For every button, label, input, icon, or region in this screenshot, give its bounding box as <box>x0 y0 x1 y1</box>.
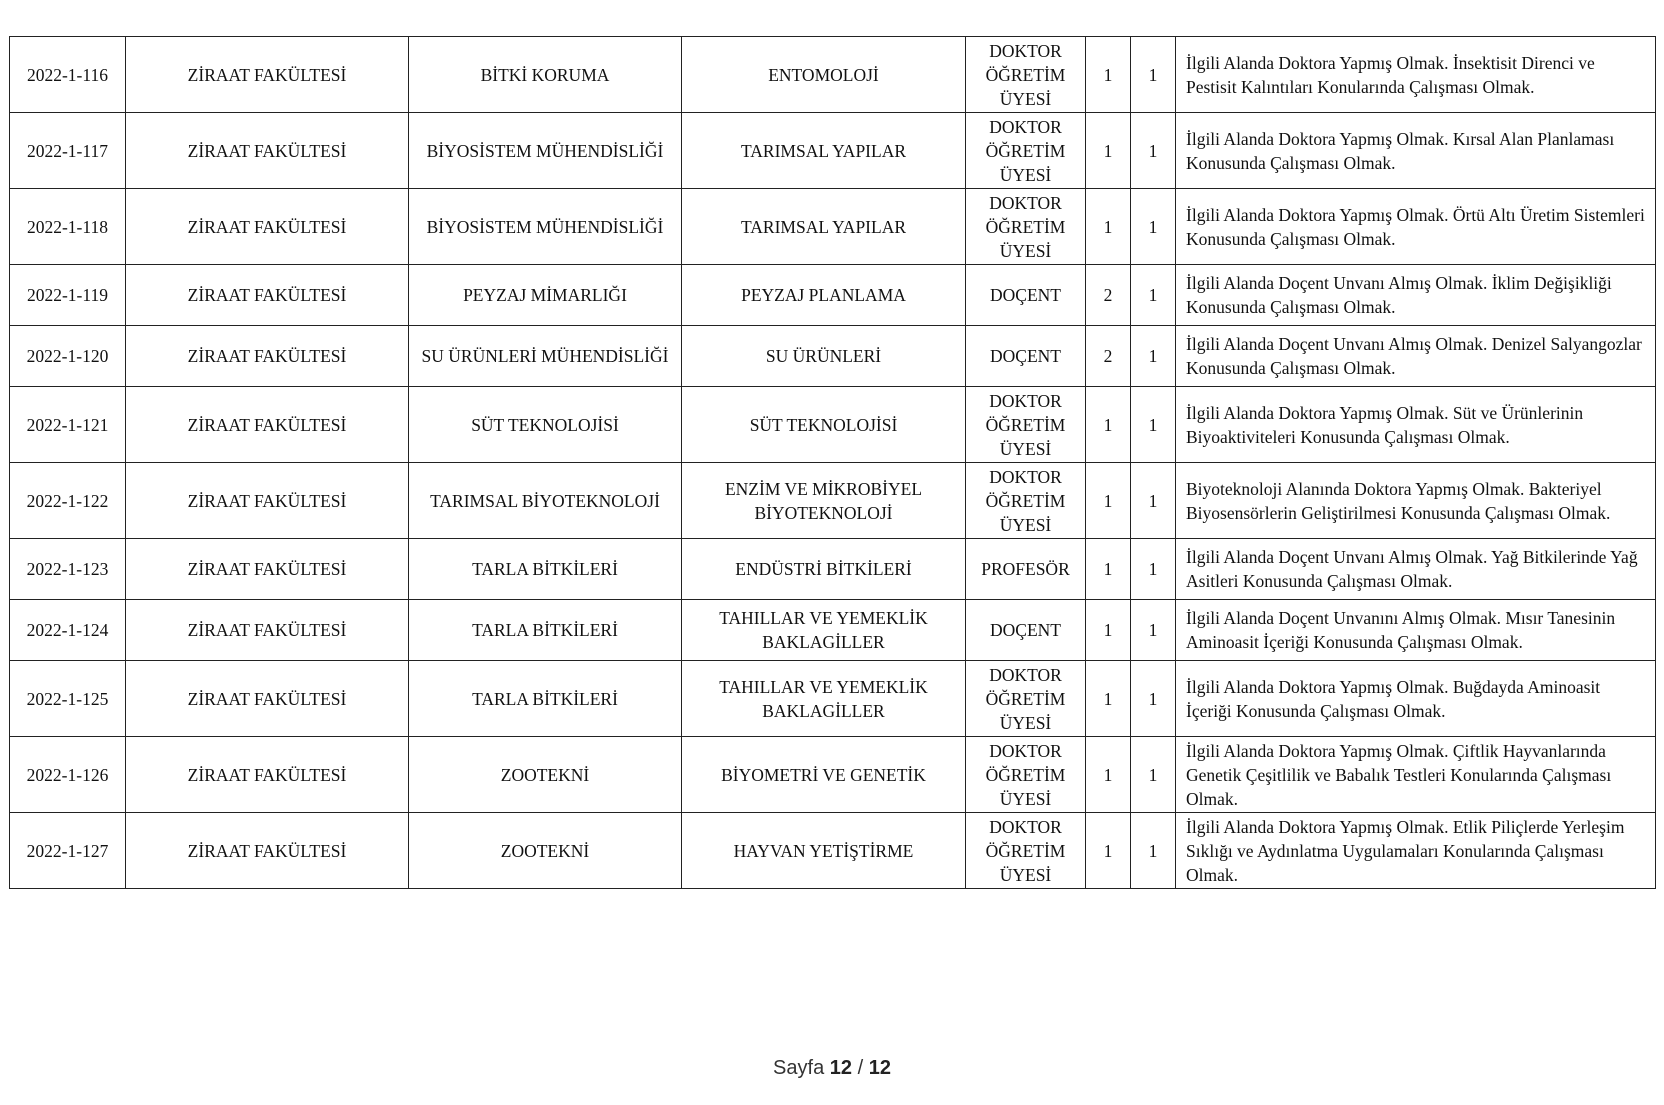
cell-staff-degree: 2 <box>1086 326 1131 387</box>
cell-title: DOKTOR ÖĞRETİM ÜYESİ <box>966 813 1086 889</box>
cell-staff-degree: 1 <box>1086 189 1131 265</box>
cell-position-count: 1 <box>1131 737 1176 813</box>
cell-posting-no: 2022-1-125 <box>10 661 126 737</box>
cell-title: DOÇENT <box>966 600 1086 661</box>
cell-title: DOKTOR ÖĞRETİM ÜYESİ <box>966 387 1086 463</box>
cell-staff-degree: 1 <box>1086 600 1131 661</box>
cell-posting-no: 2022-1-122 <box>10 463 126 539</box>
cell-faculty: ZİRAAT FAKÜLTESİ <box>126 463 409 539</box>
cell-faculty: ZİRAAT FAKÜLTESİ <box>126 387 409 463</box>
cell-faculty: ZİRAAT FAKÜLTESİ <box>126 661 409 737</box>
table-row <box>10 113 1656 189</box>
cell-position-count: 1 <box>1131 387 1176 463</box>
cell-department: TARIMSAL BİYOTEKNOLOJİ <box>409 463 682 539</box>
cell-subdepartment: SU ÜRÜNLERİ <box>682 326 966 387</box>
cell-subdepartment: HAYVAN YETİŞTİRME <box>682 813 966 889</box>
footer-prefix: Sayfa <box>773 1057 825 1079</box>
cell-title: DOKTOR ÖĞRETİM ÜYESİ <box>966 661 1086 737</box>
cell-subdepartment: TAHILLAR VE YEMEKLİK BAKLAGİLLER <box>682 600 966 661</box>
cell-position-count: 1 <box>1131 37 1176 113</box>
positions-table <box>9 36 1656 889</box>
cell-title: DOKTOR ÖĞRETİM ÜYESİ <box>966 463 1086 539</box>
cell-staff-degree: 1 <box>1086 387 1131 463</box>
table-row <box>10 189 1656 265</box>
table-row <box>10 326 1656 387</box>
cell-department: BİYOSİSTEM MÜHENDİSLİĞİ <box>409 189 682 265</box>
cell-posting-no: 2022-1-119 <box>10 265 126 326</box>
table-row <box>10 265 1656 326</box>
cell-requirement: İlgili Alanda Doçent Unvanını Almış Olmak. Mısır Tanesinin Aminoasit İçeriği Konusunda Çalışması Olmak. <box>1176 600 1656 661</box>
cell-department: SÜT TEKNOLOJİSİ <box>409 387 682 463</box>
cell-title: DOKTOR ÖĞRETİM ÜYESİ <box>966 37 1086 113</box>
table-row <box>10 387 1656 463</box>
cell-staff-degree: 1 <box>1086 661 1131 737</box>
cell-department: TARLA BİTKİLERİ <box>409 661 682 737</box>
cell-requirement: İlgili Alanda Doktora Yapmış Olmak. Buğdayda Aminoasit İçeriği Konusunda Çalışması Olmak. <box>1176 661 1656 737</box>
cell-position-count: 1 <box>1131 463 1176 539</box>
table-row <box>10 37 1656 113</box>
cell-position-count: 1 <box>1131 813 1176 889</box>
cell-title: PROFESÖR <box>966 539 1086 600</box>
cell-posting-no: 2022-1-121 <box>10 387 126 463</box>
cell-faculty: ZİRAAT FAKÜLTESİ <box>126 737 409 813</box>
total-pages: 12 <box>868 1057 891 1079</box>
table-row <box>10 813 1656 889</box>
cell-position-count: 1 <box>1131 326 1176 387</box>
cell-staff-degree: 2 <box>1086 265 1131 326</box>
cell-staff-degree: 1 <box>1086 463 1131 539</box>
cell-subdepartment: ENZİM VE MİKROBİYEL BİYOTEKNOLOJİ <box>682 463 966 539</box>
table-row <box>10 600 1656 661</box>
table-row <box>10 737 1656 813</box>
cell-department: BİTKİ KORUMA <box>409 37 682 113</box>
cell-department: BİYOSİSTEM MÜHENDİSLİĞİ <box>409 113 682 189</box>
cell-staff-degree: 1 <box>1086 539 1131 600</box>
cell-posting-no: 2022-1-118 <box>10 189 126 265</box>
cell-faculty: ZİRAAT FAKÜLTESİ <box>126 600 409 661</box>
cell-staff-degree: 1 <box>1086 737 1131 813</box>
cell-department: TARLA BİTKİLERİ <box>409 600 682 661</box>
cell-faculty: ZİRAAT FAKÜLTESİ <box>126 113 409 189</box>
cell-faculty: ZİRAAT FAKÜLTESİ <box>126 539 409 600</box>
current-page: 12 <box>829 1057 853 1079</box>
cell-subdepartment: ENTOMOLOJİ <box>682 37 966 113</box>
table-body <box>10 37 1656 889</box>
cell-position-count: 1 <box>1131 113 1176 189</box>
cell-faculty: ZİRAAT FAKÜLTESİ <box>126 265 409 326</box>
cell-requirement: İlgili Alanda Doktora Yapmış Olmak. Süt ve Ürünlerinin Biyoaktiviteleri Konusunda Çalışması Olmak. <box>1176 387 1656 463</box>
cell-requirement: İlgili Alanda Doktora Yapmış Olmak. Örtü Altı Üretim Sistemleri Konusunda Çalışması Olmak. <box>1176 189 1656 265</box>
cell-requirement: İlgili Alanda Doktora Yapmış Olmak. Kırsal Alan Planlaması Konusunda Çalışması Olmak. <box>1176 113 1656 189</box>
cell-title: DOKTOR ÖĞRETİM ÜYESİ <box>966 189 1086 265</box>
page-footer <box>0 1057 1664 1080</box>
cell-posting-no: 2022-1-123 <box>10 539 126 600</box>
cell-position-count: 1 <box>1131 539 1176 600</box>
cell-staff-degree: 1 <box>1086 113 1131 189</box>
cell-position-count: 1 <box>1131 189 1176 265</box>
cell-requirement: İlgili Alanda Doktora Yapmış Olmak. Çiftlik Hayvanlarında Genetik Çeşitlilik ve Babalık Testleri Konularında Çalışması Olmak. <box>1176 737 1656 813</box>
cell-title: DOKTOR ÖĞRETİM ÜYESİ <box>966 113 1086 189</box>
cell-subdepartment: BİYOMETRİ VE GENETİK <box>682 737 966 813</box>
cell-posting-no: 2022-1-120 <box>10 326 126 387</box>
cell-department: ZOOTEKNİ <box>409 737 682 813</box>
table-row <box>10 463 1656 539</box>
cell-title: DOÇENT <box>966 265 1086 326</box>
cell-faculty: ZİRAAT FAKÜLTESİ <box>126 37 409 113</box>
cell-faculty: ZİRAAT FAKÜLTESİ <box>126 813 409 889</box>
cell-department: TARLA BİTKİLERİ <box>409 539 682 600</box>
cell-staff-degree: 1 <box>1086 37 1131 113</box>
table-row <box>10 539 1656 600</box>
cell-department: PEYZAJ MİMARLIĞI <box>409 265 682 326</box>
cell-requirement: İlgili Alanda Doçent Unvanı Almış Olmak. Yağ Bitkilerinde Yağ Asitleri Konusunda Çalışması Olmak. <box>1176 539 1656 600</box>
cell-position-count: 1 <box>1131 600 1176 661</box>
cell-requirement: İlgili Alanda Doçent Unvanı Almış Olmak. Denizel Salyangozlar Konusunda Çalışması Olmak. <box>1176 326 1656 387</box>
cell-subdepartment: TAHILLAR VE YEMEKLİK BAKLAGİLLER <box>682 661 966 737</box>
cell-requirement: İlgili Alanda Doçent Unvanı Almış Olmak. İklim Değişikliği Konusunda Çalışması Olmak. <box>1176 265 1656 326</box>
cell-subdepartment: SÜT TEKNOLOJİSİ <box>682 387 966 463</box>
cell-posting-no: 2022-1-117 <box>10 113 126 189</box>
cell-title: DOÇENT <box>966 326 1086 387</box>
cell-department: SU ÜRÜNLERİ MÜHENDİSLİĞİ <box>409 326 682 387</box>
cell-posting-no: 2022-1-124 <box>10 600 126 661</box>
cell-position-count: 1 <box>1131 661 1176 737</box>
cell-posting-no: 2022-1-127 <box>10 813 126 889</box>
table-row <box>10 661 1656 737</box>
cell-subdepartment: ENDÜSTRİ BİTKİLERİ <box>682 539 966 600</box>
cell-requirement: İlgili Alanda Doktora Yapmış Olmak. Etlik Piliçlerde Yerleşim Sıklığı ve Aydınlatma Uygulamaları Konularında Çalışması Olmak. <box>1176 813 1656 889</box>
cell-department: ZOOTEKNİ <box>409 813 682 889</box>
cell-posting-no: 2022-1-126 <box>10 737 126 813</box>
cell-faculty: ZİRAAT FAKÜLTESİ <box>126 189 409 265</box>
page-separator: / <box>857 1057 864 1079</box>
cell-subdepartment: TARIMSAL YAPILAR <box>682 113 966 189</box>
cell-subdepartment: TARIMSAL YAPILAR <box>682 189 966 265</box>
cell-posting-no: 2022-1-116 <box>10 37 126 113</box>
cell-position-count: 1 <box>1131 265 1176 326</box>
cell-title: DOKTOR ÖĞRETİM ÜYESİ <box>966 737 1086 813</box>
cell-staff-degree: 1 <box>1086 813 1131 889</box>
cell-subdepartment: PEYZAJ PLANLAMA <box>682 265 966 326</box>
cell-requirement: Biyoteknoloji Alanında Doktora Yapmış Olmak. Bakteriyel Biyosensörlerin Geliştirilmesi Konusunda Çalışması Olmak. <box>1176 463 1656 539</box>
cell-faculty: ZİRAAT FAKÜLTESİ <box>126 326 409 387</box>
cell-requirement: İlgili Alanda Doktora Yapmış Olmak. İnsektisit Direnci ve Pestisit Kalıntıları Konularında Çalışması Olmak. <box>1176 37 1656 113</box>
